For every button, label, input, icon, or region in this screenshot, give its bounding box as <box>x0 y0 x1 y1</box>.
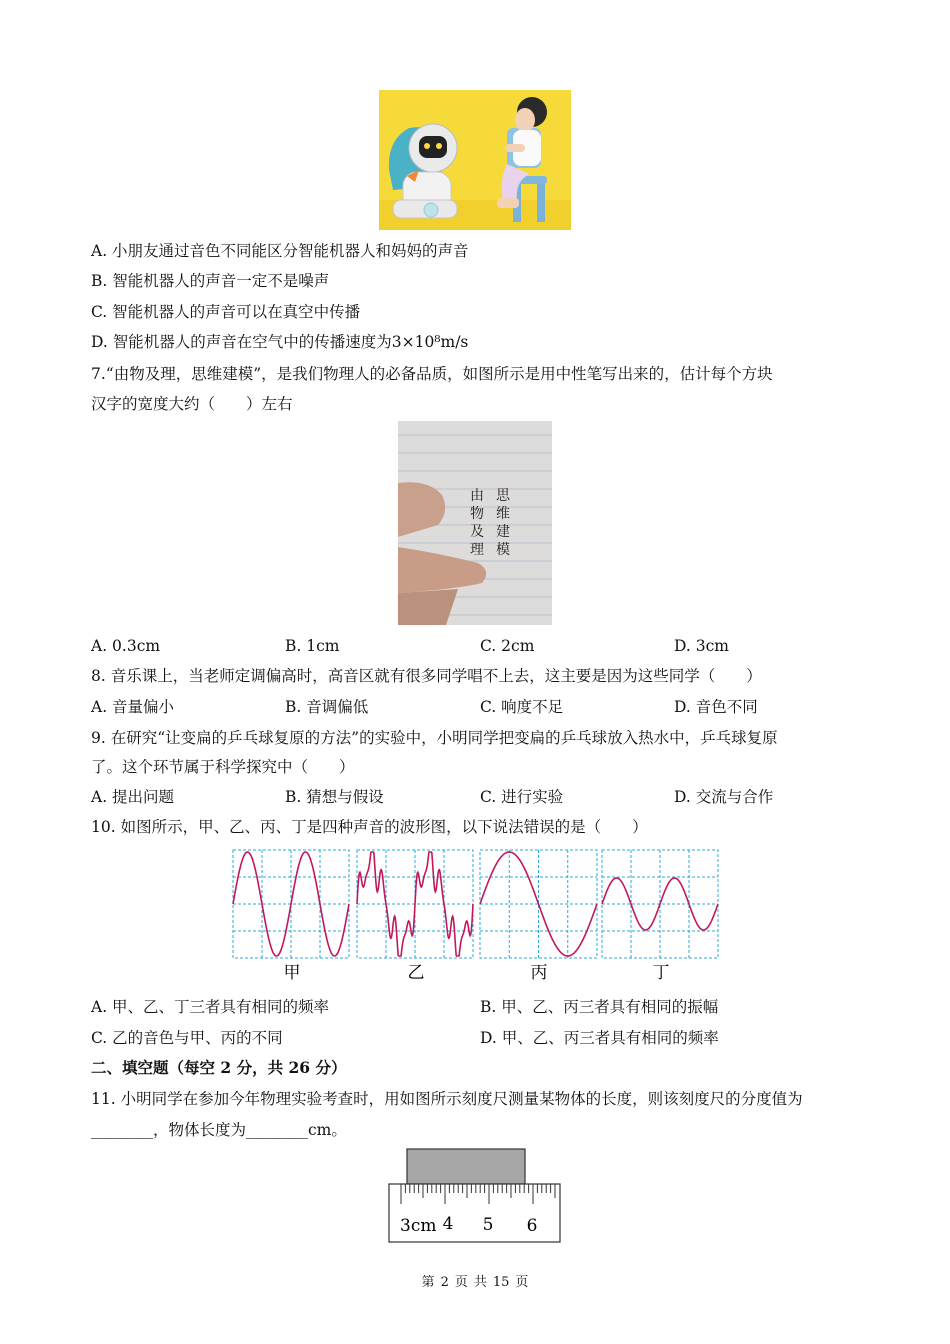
q10-option-b: B. 甲、乙、丙三者具有相同的振幅 <box>480 998 719 1016</box>
q9-stem-line1: 9. 在研究“让变扁的乒乓球复原的方法”的实验中，小明同学把变扁的乒乓球放入热水中，乒乓球复原 <box>91 729 778 747</box>
handwriting-char-8: 模 <box>496 542 510 558</box>
wave-label-yi: 乙 <box>407 963 425 983</box>
measured-object <box>407 1149 525 1184</box>
wave-label-jia: 甲 <box>283 963 301 983</box>
q7-stem-line2: 汉字的宽度大约（ ）左右 <box>91 395 293 413</box>
wave-label-bing: 丙 <box>530 963 548 983</box>
handwriting-char-2: 物 <box>470 506 484 522</box>
ruler-figure <box>388 1146 562 1246</box>
section-2-heading: 二、填空题（每空 2 分，共 26 分） <box>91 1058 347 1077</box>
ruler-label-6: 6 <box>526 1216 538 1236</box>
q7-option-c: C. 2cm <box>480 637 535 655</box>
q8-option-c: C. 响度不足 <box>480 698 564 716</box>
handwriting-photo <box>398 421 552 625</box>
q8-option-b: B. 音调偏低 <box>285 698 369 716</box>
ruler-label-4: 4 <box>442 1214 454 1234</box>
ruler-label-5: 5 <box>482 1215 494 1235</box>
footer-page-number: 2 <box>440 1275 449 1290</box>
q10-option-d: D. 甲、乙、丙三者具有相同的频率 <box>480 1029 719 1047</box>
q9-option-d: D. 交流与合作 <box>674 788 774 806</box>
waveform-figure <box>230 848 722 984</box>
q9-option-c: C. 进行实验 <box>480 788 564 806</box>
q8-option-a: A. 音量偏小 <box>91 698 175 716</box>
handwriting-char-3: 及 <box>470 524 484 540</box>
handwriting-char-6: 维 <box>496 506 510 522</box>
q9-option-b: B. 猜想与假设 <box>285 788 384 806</box>
handwriting-char-1: 由 <box>470 488 484 504</box>
q9-option-a: A. 提出问题 <box>91 788 175 806</box>
q7-option-b: B. 1cm <box>285 637 340 655</box>
footer-suffix: 页 <box>515 1275 529 1290</box>
q7-stem-line1: 7.“由物及理，思维建模”，是我们物理人的必备品质，如图所示是用中性笔写出来的，估计每个方块 <box>91 365 773 383</box>
footer-mid1: 页 <box>454 1275 468 1290</box>
handwriting-char-5: 思 <box>496 488 510 504</box>
ruler-label-3cm: 3cm <box>400 1216 437 1236</box>
q8-stem: 8. 音乐课上，当老师定调偏高时，高音区就有很多同学唱不上去，这主要是因为这些同学（ ） <box>91 667 762 685</box>
footer-prefix: 第 <box>421 1275 435 1290</box>
q7-option-a: A. 0.3cm <box>91 637 161 655</box>
q6-option-c: C. 智能机器人的声音可以在真空中传播 <box>91 303 361 321</box>
page-footer <box>0 1271 950 1290</box>
q11-stem-line2: ________，物体长度为________cm。 <box>91 1121 347 1139</box>
q11-stem-line1: 11. 小明同学在参加今年物理实验考查时，用如图所示刻度尺测量某物体的长度，则该刻度尺的分度值为 <box>91 1090 803 1108</box>
q10-option-c: C. 乙的音色与甲、丙的不同 <box>91 1029 283 1047</box>
wave-label-ding: 丁 <box>652 963 670 983</box>
q6-option-d: D. 智能机器人的声音在空气中的传播速度为3×10⁸m/s <box>91 333 469 351</box>
footer-total-pages: 15 <box>492 1275 510 1290</box>
handwriting-char-4: 理 <box>470 542 484 558</box>
q10-stem: 10. 如图所示，甲、乙、丙、丁是四种声音的波形图，以下说法错误的是（ ） <box>91 818 648 836</box>
q6-option-b: B. 智能机器人的声音一定不是噪声 <box>91 272 330 290</box>
q7-option-d: D. 3cm <box>674 637 729 655</box>
footer-mid2: 共 <box>473 1275 487 1290</box>
handwriting-char-7: 建 <box>496 524 510 540</box>
q6-option-a: A. 小朋友通过音色不同能区分智能机器人和妈妈的声音 <box>91 242 469 260</box>
robot-child-photo <box>379 90 571 230</box>
q8-option-d: D. 音色不同 <box>674 698 758 716</box>
q10-option-a: A. 甲、乙、丁三者具有相同的频率 <box>91 998 330 1016</box>
q9-stem-line2: 了。这个环节属于科学探究中（ ） <box>91 758 355 776</box>
